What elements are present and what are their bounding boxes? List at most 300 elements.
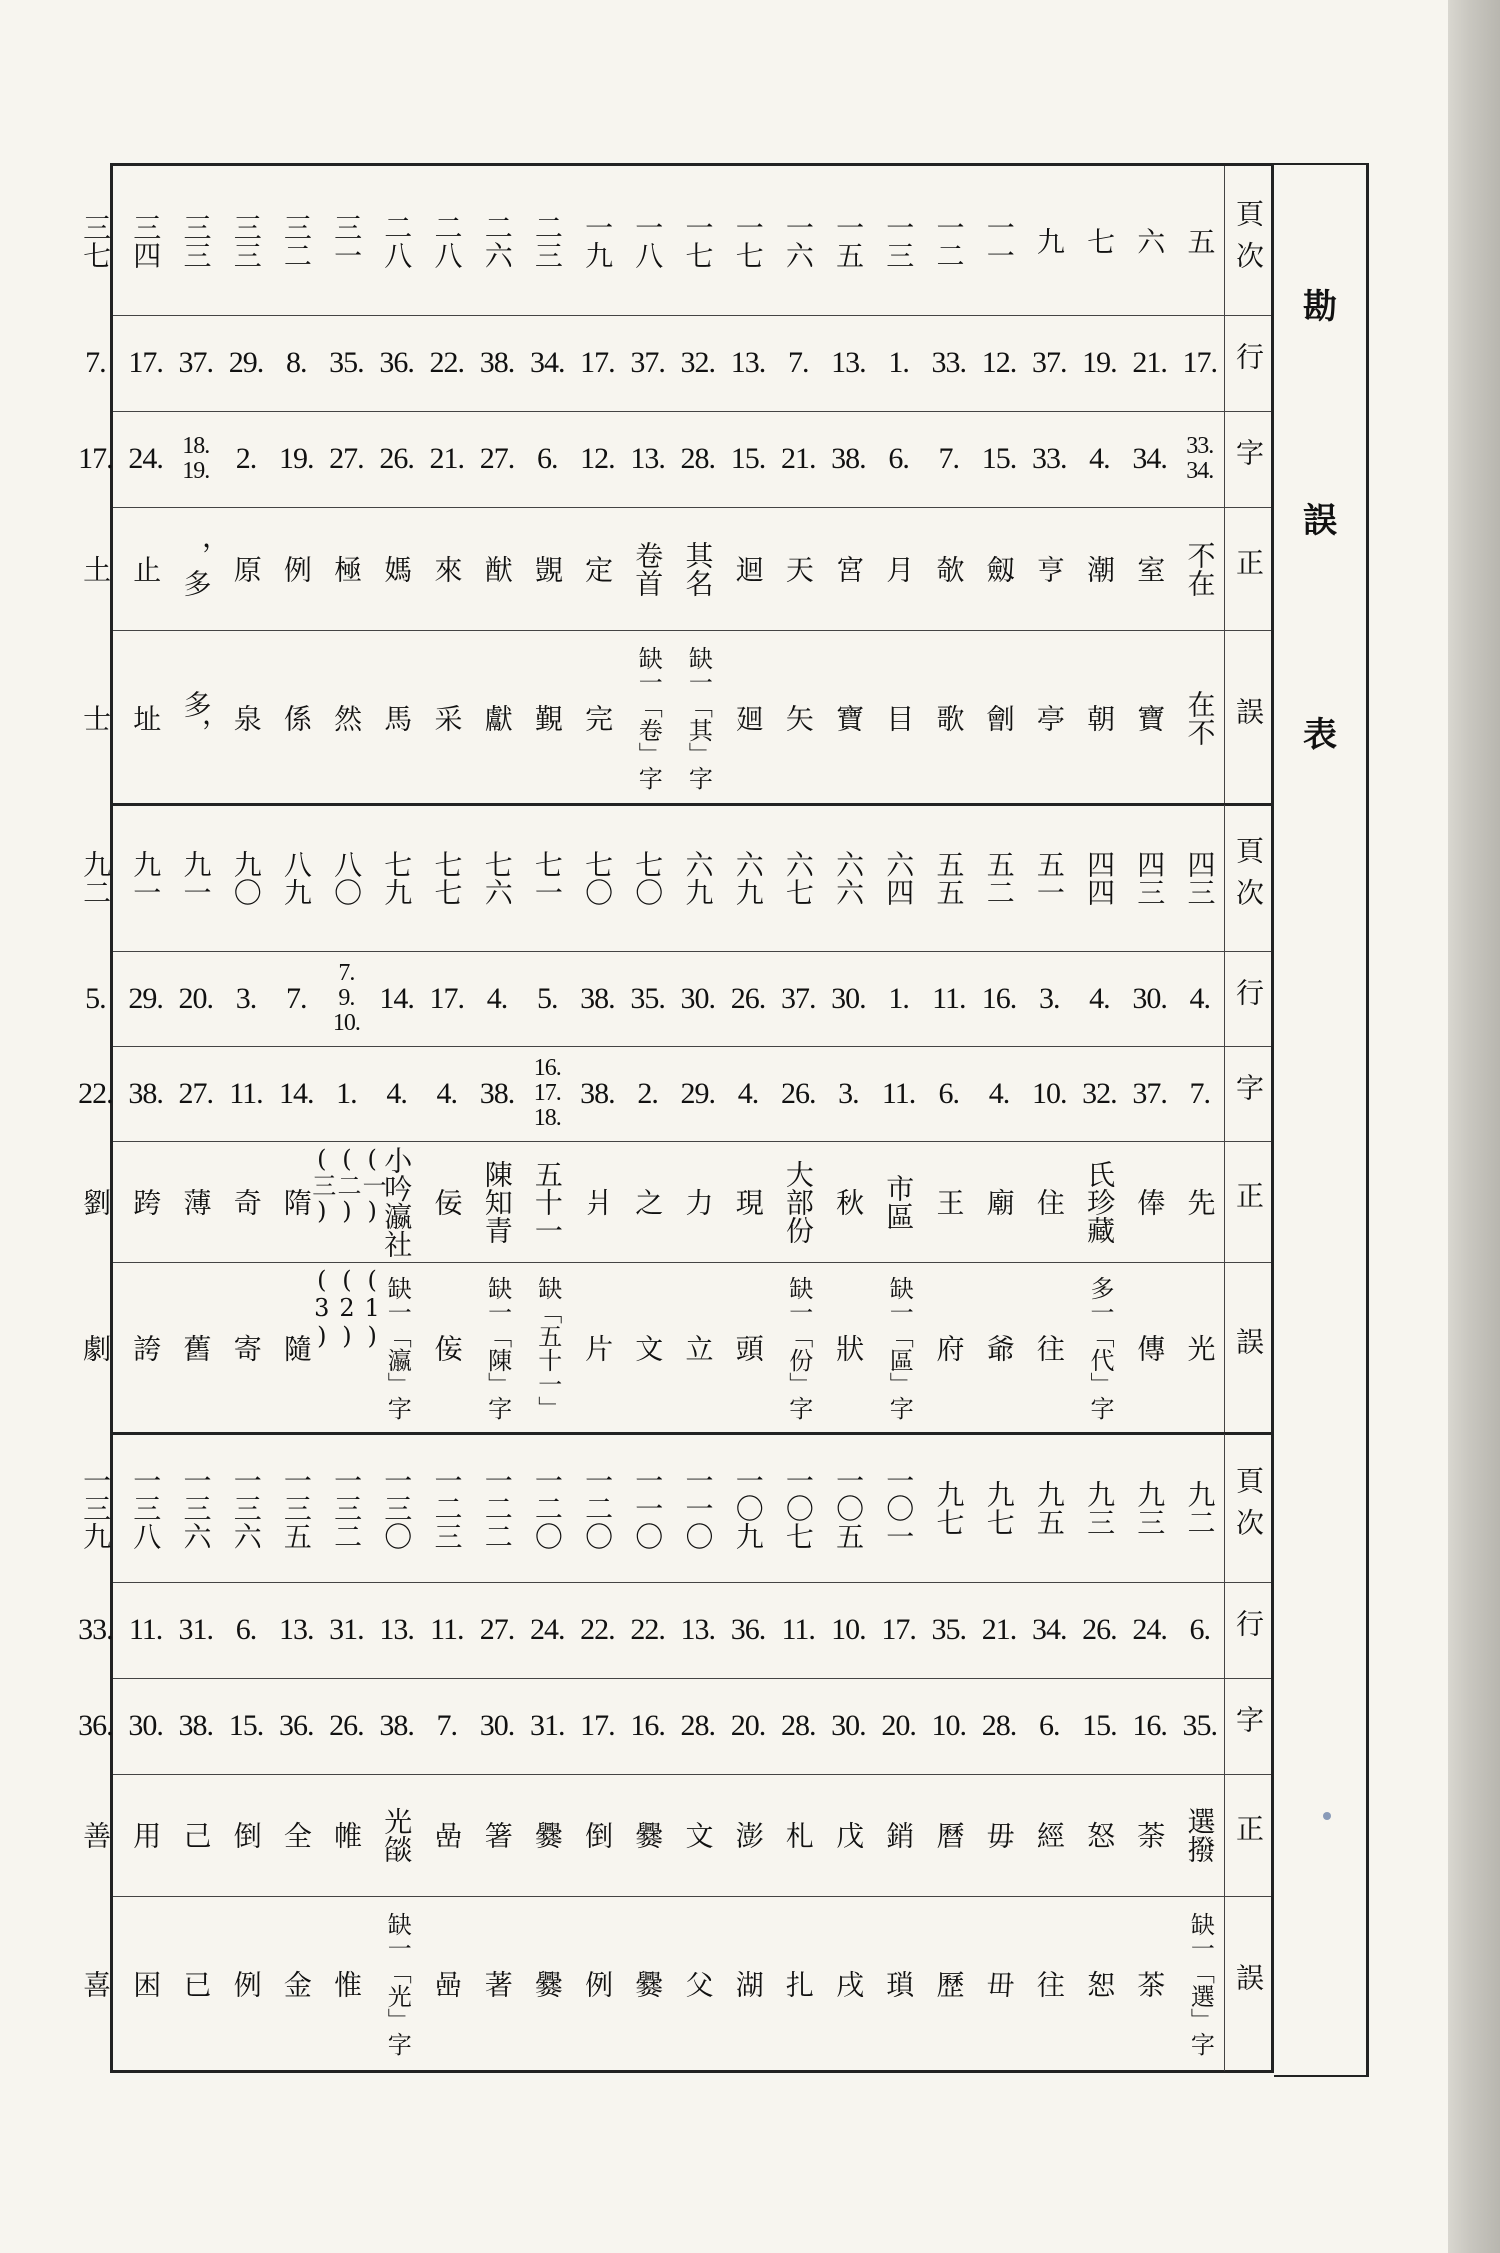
page-value: 一八 bbox=[631, 212, 665, 269]
errata-cell-line bbox=[171, 955, 221, 1042]
errata-cell-page bbox=[1074, 1438, 1124, 1578]
errata-cell-line bbox=[823, 1586, 873, 1674]
char-value: 38. bbox=[178, 1709, 214, 1743]
errata-cell-correct bbox=[572, 1778, 622, 1892]
errata-cell-page bbox=[1175, 170, 1225, 311]
errata-cell-line bbox=[924, 955, 974, 1042]
error-value: 亭 bbox=[1032, 703, 1066, 732]
correct-value: 帷 bbox=[330, 1821, 364, 1849]
errata-cell-error bbox=[171, 1266, 221, 1430]
errata-cell-char bbox=[823, 1050, 873, 1137]
line-value: 17. bbox=[429, 981, 465, 1015]
error-value: 已 bbox=[179, 1969, 213, 1998]
error-value: 缺一「陳」字 bbox=[483, 1276, 512, 1420]
errata-cell-line bbox=[522, 319, 572, 407]
errata-cell-error bbox=[823, 634, 873, 801]
errata-cell-char bbox=[1175, 1050, 1225, 1137]
header-label: 正 bbox=[1232, 547, 1265, 590]
correct-value: 廟 bbox=[982, 1187, 1016, 1216]
errata-cell-line bbox=[171, 1586, 221, 1674]
correct-value: 倒 bbox=[229, 1821, 263, 1849]
char-value: 7. bbox=[1189, 1076, 1211, 1110]
page-value: 一五 bbox=[832, 212, 866, 269]
errata-cell-char bbox=[271, 415, 321, 503]
errata-cell-char bbox=[372, 415, 422, 503]
correct-value: 定 bbox=[581, 554, 615, 583]
errata-cell-char bbox=[321, 415, 371, 503]
errata-cell-char bbox=[723, 1050, 773, 1137]
line-value: 6. bbox=[235, 1613, 257, 1647]
line-value: 32. bbox=[680, 346, 716, 380]
errata-cell-error bbox=[271, 1266, 321, 1430]
errata-cell-char bbox=[572, 415, 622, 503]
line-value: 17. bbox=[580, 346, 615, 380]
errata-cell-line bbox=[221, 955, 271, 1042]
char-value: 27. bbox=[329, 442, 364, 476]
line-value: 20. bbox=[178, 981, 214, 1015]
errata-cell-char bbox=[723, 1682, 773, 1770]
line-value: 29. bbox=[128, 981, 163, 1015]
line-value: 8. bbox=[285, 346, 307, 380]
error-value: 爨 bbox=[530, 1969, 564, 1998]
errata-cell-correct bbox=[321, 1778, 371, 1892]
correct-value: 跨 bbox=[129, 1187, 163, 1216]
errata-cell-error bbox=[1074, 634, 1124, 801]
errata-cell-correct bbox=[823, 1778, 873, 1892]
errata-cell-line bbox=[924, 1586, 974, 1674]
header-label: 誤 bbox=[1232, 696, 1265, 739]
errata-cell-line bbox=[974, 1586, 1024, 1674]
char-value: 15. bbox=[1082, 1709, 1117, 1743]
errata-cell-char bbox=[1125, 1050, 1175, 1137]
errata-cell-line bbox=[823, 955, 873, 1042]
errata-cell-error bbox=[723, 634, 773, 801]
errata-cell-page bbox=[823, 170, 873, 311]
errata-cell-correct bbox=[874, 511, 924, 626]
row-divider bbox=[113, 1141, 1271, 1142]
errata-cell-error bbox=[1024, 634, 1074, 801]
row-divider bbox=[113, 630, 1271, 631]
errata-cell-char bbox=[422, 415, 472, 503]
errata-cell-correct bbox=[1024, 1778, 1074, 1892]
char-value: 20. bbox=[730, 1709, 766, 1743]
char-value: 16. bbox=[630, 1709, 665, 1743]
errata-cell-error bbox=[572, 634, 622, 801]
line-value: 38. bbox=[580, 981, 615, 1015]
correct-value: 善 bbox=[79, 1821, 113, 1849]
errata-cell-correct bbox=[372, 511, 422, 626]
errata-cell-char bbox=[1175, 415, 1225, 503]
error-value: 寶 bbox=[1133, 703, 1167, 732]
error-value: 傳 bbox=[1133, 1334, 1167, 1362]
page-value: 四三 bbox=[1133, 850, 1167, 906]
errata-cell-char bbox=[321, 1682, 371, 1770]
errata-cell-line bbox=[70, 1586, 120, 1674]
header-label: 字 bbox=[1232, 438, 1265, 480]
header-correct bbox=[1224, 1774, 1271, 1896]
errata-cell-correct bbox=[171, 1145, 221, 1258]
row-divider bbox=[113, 1896, 1271, 1897]
errata-cell-char bbox=[121, 1682, 171, 1770]
errata-cell-line bbox=[874, 955, 924, 1042]
errata-cell-line bbox=[1125, 319, 1175, 407]
ink-dot bbox=[1323, 1812, 1331, 1820]
page-value: 一七 bbox=[731, 212, 765, 269]
errata-cell-char bbox=[271, 1682, 321, 1770]
errata-cell-char bbox=[171, 1682, 221, 1770]
errata-cell-char bbox=[974, 415, 1024, 503]
error-value: 恕 bbox=[1083, 1969, 1117, 1998]
header-line bbox=[1224, 951, 1271, 1046]
line-value: 11. bbox=[128, 1613, 163, 1647]
errata-cell-char bbox=[623, 415, 673, 503]
error-value: 喜 bbox=[79, 1969, 113, 1998]
char-value: 10. bbox=[1031, 1076, 1067, 1110]
error-value: 多， bbox=[179, 689, 213, 746]
page-value: 二八 bbox=[430, 212, 464, 269]
errata-cell-error bbox=[773, 1266, 823, 1430]
errata-cell-line bbox=[321, 955, 371, 1042]
header-char bbox=[1224, 1678, 1271, 1774]
errata-cell-line bbox=[472, 319, 522, 407]
line-value: 13. bbox=[278, 1613, 314, 1647]
errata-cell-correct bbox=[924, 511, 974, 626]
errata-cell-page bbox=[522, 170, 572, 311]
errata-cell-error bbox=[572, 1900, 622, 2067]
errata-cell-char bbox=[673, 1050, 723, 1137]
errata-cell-char bbox=[422, 1050, 472, 1137]
char-value: 37. bbox=[1132, 1076, 1167, 1110]
errata-cell-page bbox=[472, 170, 522, 311]
page-value: 七〇 bbox=[631, 850, 665, 906]
errata-cell-correct bbox=[723, 1145, 773, 1258]
page-value: 一三六 bbox=[179, 1466, 213, 1550]
char-value: 24. bbox=[128, 442, 163, 476]
header-line bbox=[1224, 1582, 1271, 1678]
errata-cell-error bbox=[307, 1266, 387, 1430]
line-value: 11. bbox=[430, 1613, 464, 1647]
error-value: 隨 bbox=[279, 1334, 313, 1362]
errata-cell-error bbox=[1074, 1266, 1124, 1430]
correct-value: 文 bbox=[681, 1821, 715, 1849]
errata-cell-error bbox=[874, 1900, 924, 2067]
errata-cell-correct bbox=[1074, 1778, 1124, 1892]
line-value: 11. bbox=[781, 1613, 815, 1647]
char-value: 38. bbox=[479, 1076, 515, 1110]
error-value: 爨 bbox=[631, 1969, 665, 1998]
errata-cell-error bbox=[522, 1266, 572, 1430]
errata-cell-line bbox=[372, 955, 422, 1042]
errata-cell-page bbox=[522, 809, 572, 947]
errata-cell-page bbox=[874, 809, 924, 947]
correct-value: 月 bbox=[882, 554, 916, 583]
char-value: 4. bbox=[386, 1076, 407, 1110]
errata-cell-correct bbox=[472, 511, 522, 626]
errata-cell-line bbox=[121, 1586, 171, 1674]
errata-cell-page bbox=[472, 809, 522, 947]
errata-cell-error bbox=[924, 634, 974, 801]
errata-cell-char bbox=[321, 1050, 371, 1137]
errata-cell-correct bbox=[673, 1778, 723, 1892]
page-value: 三四 bbox=[129, 212, 163, 269]
errata-cell-correct bbox=[673, 511, 723, 626]
errata-cell-char bbox=[221, 1050, 271, 1137]
book-spine-shadow bbox=[1448, 0, 1500, 2253]
correct-value: 王 bbox=[932, 1187, 966, 1216]
errata-cell-char bbox=[171, 415, 221, 503]
errata-cell-page bbox=[472, 1438, 522, 1578]
errata-cell-error bbox=[723, 1266, 773, 1430]
char-value: 30. bbox=[831, 1709, 866, 1743]
errata-cell-page bbox=[1024, 170, 1074, 311]
errata-cell-char bbox=[572, 1682, 622, 1770]
error-value: 瑣 bbox=[882, 1969, 916, 1998]
errata-cell-error bbox=[823, 1266, 873, 1430]
error-value: 多一「代」字 bbox=[1085, 1276, 1114, 1420]
correct-value: 大部份 bbox=[781, 1159, 815, 1244]
correct-value: 曆 bbox=[932, 1821, 966, 1849]
errata-cell-char bbox=[121, 415, 171, 503]
page-value: 一一〇 bbox=[681, 1466, 715, 1550]
error-value: 然 bbox=[330, 703, 364, 732]
error-value: 寶 bbox=[832, 703, 866, 732]
errata-cell-error bbox=[171, 634, 221, 801]
errata-cell-page bbox=[623, 809, 673, 947]
errata-cell-line bbox=[1125, 1586, 1175, 1674]
errata-cell-correct bbox=[221, 1778, 271, 1892]
correct-value: 其名 bbox=[681, 540, 715, 597]
char-value: 30. bbox=[479, 1709, 515, 1743]
title-char: 誤 bbox=[1303, 501, 1337, 541]
errata-cell-line bbox=[974, 955, 1024, 1042]
errata-cell-char bbox=[1175, 1682, 1225, 1770]
error-value: 馬 bbox=[380, 703, 414, 732]
line-value: 22. bbox=[630, 1613, 665, 1647]
errata-cell-page bbox=[773, 1438, 823, 1578]
error-value: 著 bbox=[480, 1969, 514, 1998]
page-value: 三三 bbox=[179, 212, 213, 269]
correct-value: 己 bbox=[179, 1821, 213, 1849]
errata-cell-page bbox=[372, 170, 422, 311]
header-label: 行 bbox=[1232, 1609, 1265, 1651]
errata-cell-char bbox=[472, 1682, 522, 1770]
page-value: 九 bbox=[1032, 226, 1066, 255]
errata-cell-page bbox=[70, 1438, 120, 1578]
correct-value: 劉 bbox=[79, 1187, 113, 1216]
correct-value: 選撥 bbox=[1183, 1807, 1217, 1863]
char-value: 4. bbox=[436, 1076, 458, 1110]
char-value: 27. bbox=[479, 442, 515, 476]
correct-value: 陳知青 bbox=[480, 1159, 514, 1244]
line-value: 7. bbox=[787, 346, 809, 380]
errata-cell-page bbox=[773, 170, 823, 311]
char-value: 15. bbox=[730, 442, 766, 476]
errata-cell-char bbox=[773, 1682, 823, 1770]
errata-cell-page bbox=[121, 170, 171, 311]
errata-cell-error bbox=[974, 634, 1024, 801]
errata-cell-line bbox=[623, 955, 673, 1042]
errata-cell-error bbox=[321, 1900, 371, 2067]
errata-cell-error bbox=[271, 1900, 321, 2067]
header-label: 頁次 bbox=[1232, 836, 1265, 920]
errata-cell-char bbox=[974, 1050, 1024, 1137]
errata-cell-error bbox=[572, 1266, 622, 1430]
errata-cell-error bbox=[773, 634, 823, 801]
errata-cell-line bbox=[773, 1586, 823, 1674]
errata-cell-char bbox=[372, 1682, 422, 1770]
char-value: 17. bbox=[78, 442, 113, 476]
error-value: 誇 bbox=[129, 1334, 163, 1362]
char-value: 3. bbox=[838, 1076, 859, 1110]
char-value: 11. bbox=[881, 1076, 916, 1110]
char-value: 29. bbox=[680, 1076, 716, 1110]
correct-value: 光燄 bbox=[380, 1807, 414, 1863]
errata-cell-correct bbox=[623, 1778, 673, 1892]
errata-cell-page bbox=[673, 1438, 723, 1578]
error-value: 缺一「選」字 bbox=[1186, 1911, 1215, 2056]
char-value: 34. bbox=[1132, 442, 1167, 476]
errata-cell-page bbox=[723, 170, 773, 311]
header-label: 正 bbox=[1232, 1814, 1265, 1856]
line-value: 35. bbox=[329, 346, 364, 380]
error-value: 址 bbox=[129, 703, 163, 732]
correct-value: 現 bbox=[731, 1187, 765, 1216]
line-value: 36. bbox=[379, 346, 414, 380]
errata-cell-error bbox=[623, 634, 673, 801]
errata-cell-correct bbox=[974, 511, 1024, 626]
errata-cell-line bbox=[321, 1586, 371, 1674]
char-value: 36. bbox=[278, 1709, 314, 1743]
errata-cell-char bbox=[1024, 1682, 1074, 1770]
error-value: 例 bbox=[229, 1969, 263, 1998]
errata-cell-char bbox=[372, 1050, 422, 1137]
errata-cell-page bbox=[623, 1438, 673, 1578]
errata-cell-correct bbox=[773, 1778, 823, 1892]
errata-cell-page bbox=[422, 1438, 472, 1578]
errata-cell-correct bbox=[221, 1145, 271, 1258]
errata-cell-correct bbox=[1175, 511, 1225, 626]
line-value: 37. bbox=[1031, 346, 1067, 380]
errata-cell-page bbox=[1125, 1438, 1175, 1578]
errata-cell-page bbox=[372, 809, 422, 947]
correct-value: 極 bbox=[330, 554, 364, 583]
errata-cell-char bbox=[472, 1050, 522, 1137]
correct-value: 潮 bbox=[1083, 554, 1117, 583]
line-value: 22. bbox=[580, 1613, 615, 1647]
errata-cell-error bbox=[673, 1900, 723, 2067]
errata-cell-page bbox=[422, 809, 472, 947]
errata-cell-error bbox=[823, 1900, 873, 2067]
errata-cell-page bbox=[1024, 809, 1074, 947]
errata-cell-char bbox=[773, 415, 823, 503]
errata-cell-page bbox=[70, 809, 120, 947]
page-value: 九三 bbox=[1133, 1480, 1167, 1536]
errata-cell-correct bbox=[974, 1145, 1024, 1258]
errata-cell-page bbox=[623, 170, 673, 311]
errata-cell-char bbox=[221, 1682, 271, 1770]
errata-cell-char bbox=[1024, 415, 1074, 503]
header-correct bbox=[1224, 507, 1271, 630]
errata-cell-char bbox=[572, 1050, 622, 1137]
errata-cell-char bbox=[472, 415, 522, 503]
errata-cell-error bbox=[874, 1266, 924, 1430]
error-value: 缺「五十一」 bbox=[533, 1276, 562, 1420]
errata-cell-correct bbox=[70, 1778, 120, 1892]
line-value: 37. bbox=[630, 346, 665, 380]
error-value: 湖 bbox=[731, 1969, 765, 1998]
errata-cell-correct bbox=[1125, 1145, 1175, 1258]
error-value: 往 bbox=[1032, 1334, 1066, 1362]
errata-cell-correct bbox=[307, 1145, 387, 1258]
error-value: 在不 bbox=[1183, 689, 1217, 746]
char-value: 26. bbox=[780, 1076, 816, 1110]
line-value: 7. bbox=[285, 981, 307, 1015]
char-value: 28. bbox=[981, 1709, 1017, 1743]
errata-cell-page bbox=[823, 809, 873, 947]
errata-cell-correct bbox=[271, 511, 321, 626]
errata-cell-line bbox=[924, 319, 974, 407]
correct-value: 隋 bbox=[279, 1187, 313, 1216]
char-value: 6. bbox=[888, 442, 909, 476]
errata-cell-char bbox=[623, 1682, 673, 1770]
line-value: 14. bbox=[379, 981, 414, 1015]
error-value: 係 bbox=[279, 703, 313, 732]
page-value: 三一 bbox=[330, 212, 364, 269]
errata-cell-char bbox=[1125, 415, 1175, 503]
row-divider bbox=[113, 951, 1271, 952]
line-value: 10. bbox=[831, 1613, 866, 1647]
errata-cell-error bbox=[121, 634, 171, 801]
errata-cell-correct bbox=[823, 1145, 873, 1258]
page-value: 五二 bbox=[982, 850, 1016, 906]
error-value: 往 bbox=[1032, 1969, 1066, 1998]
errata-cell-char bbox=[874, 415, 924, 503]
errata-cell-char bbox=[924, 1050, 974, 1137]
errata-cell-page bbox=[974, 1438, 1024, 1578]
error-value: 扎 bbox=[781, 1969, 815, 1998]
errata-cell-char bbox=[924, 415, 974, 503]
errata-cell-line bbox=[1175, 1586, 1225, 1674]
page-value: 一〇五 bbox=[832, 1466, 866, 1550]
header-label: 正 bbox=[1232, 1180, 1265, 1223]
errata-cell-error bbox=[70, 634, 120, 801]
correct-value: 五十一 bbox=[530, 1159, 564, 1244]
title-char: 表 bbox=[1303, 715, 1337, 755]
char-value: 17. bbox=[580, 1709, 615, 1743]
correct-value: 住 bbox=[1032, 1187, 1066, 1216]
char-value: 32. bbox=[1082, 1076, 1117, 1110]
error-value: 朝 bbox=[1083, 703, 1117, 732]
section-divider bbox=[113, 1432, 1271, 1435]
correct-value: 天 bbox=[781, 554, 815, 583]
errata-cell-char bbox=[1125, 1682, 1175, 1770]
error-value: 覲 bbox=[530, 703, 564, 732]
errata-cell-page bbox=[924, 1438, 974, 1578]
header-page bbox=[1224, 1434, 1271, 1582]
errata-cell-char bbox=[974, 1682, 1024, 1770]
line-value: 31. bbox=[329, 1613, 364, 1647]
errata-cell-page bbox=[121, 1438, 171, 1578]
char-value: 6. bbox=[938, 1076, 960, 1110]
header-page bbox=[1224, 805, 1271, 951]
errata-cell-line bbox=[1175, 319, 1225, 407]
correct-value: 亨 bbox=[1032, 554, 1066, 583]
errata-cell-page bbox=[572, 809, 622, 947]
errata-cell-line bbox=[1175, 955, 1225, 1042]
error-value: 茶 bbox=[1133, 1969, 1167, 1998]
page-value: 一七 bbox=[681, 212, 715, 269]
char-value: 2. bbox=[637, 1076, 658, 1110]
